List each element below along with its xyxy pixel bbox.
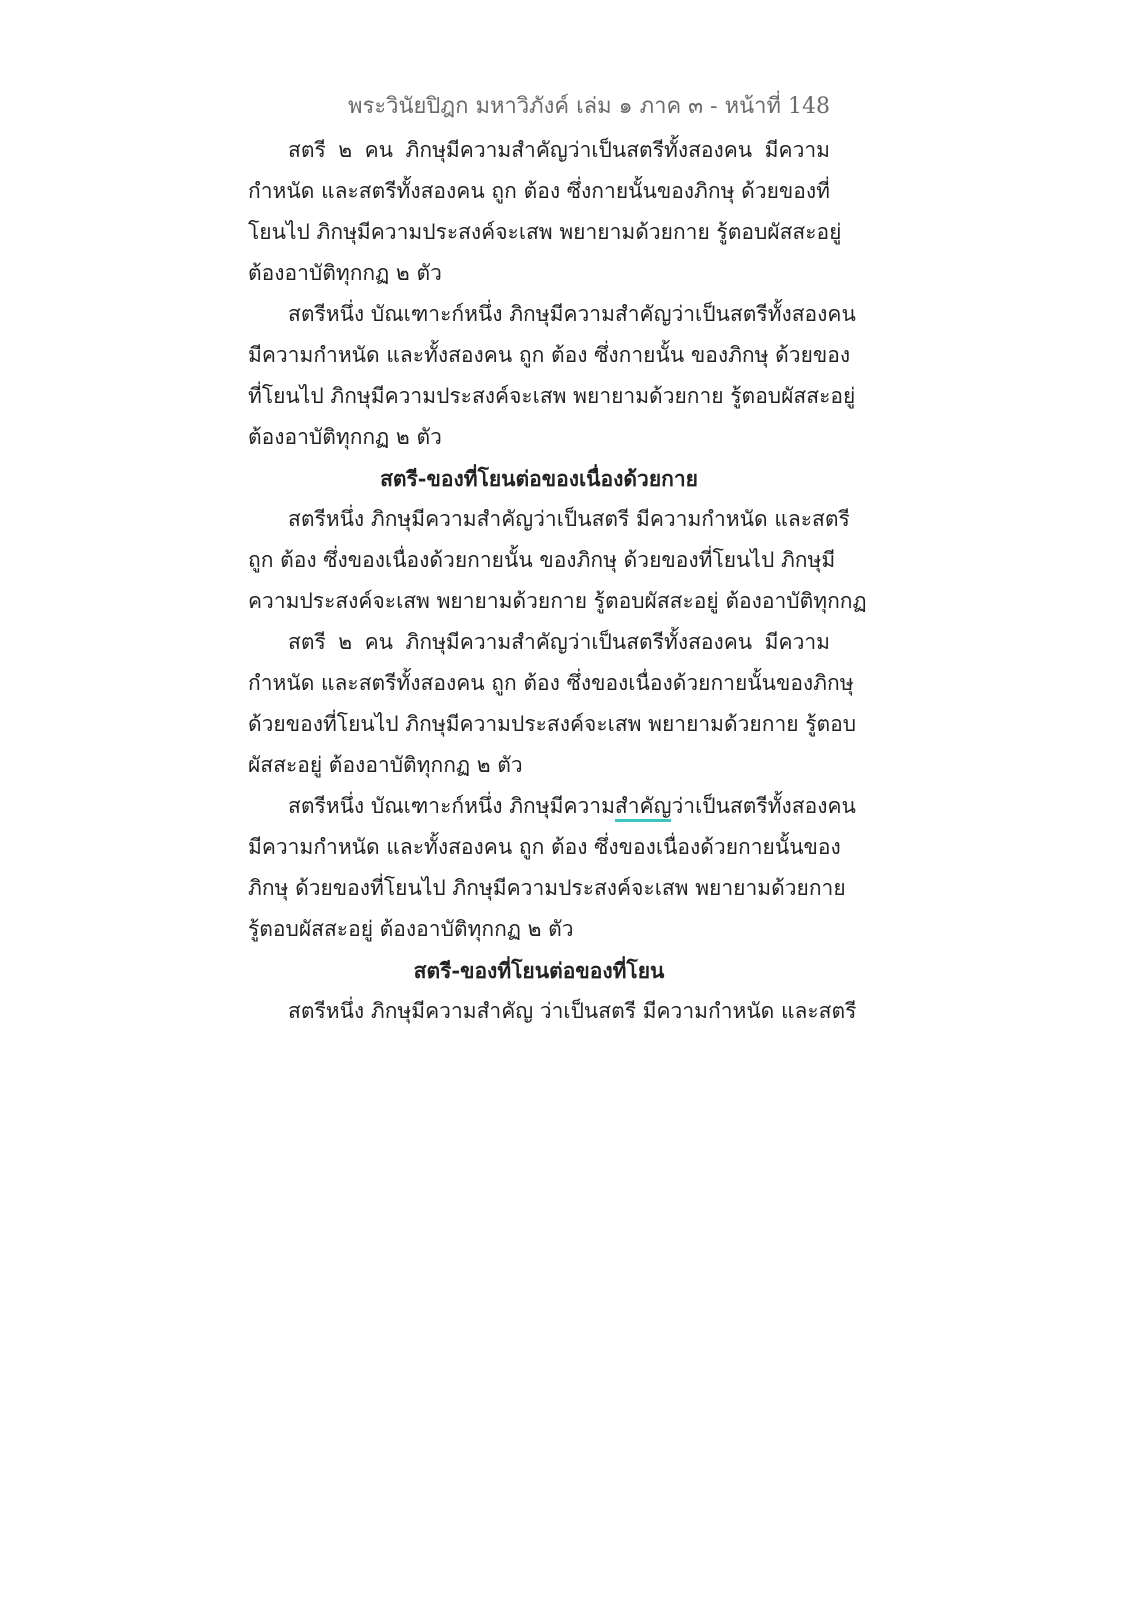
- text-segment: ว่าเป็นสตรีทั้งสองคน: [671, 794, 856, 818]
- text-line: กำหนัด และสตรีทั้งสองคน ถูก ต้อง ซึ่งของเนื่องด้วยกายนั้นของภิกษุ: [248, 671, 854, 695]
- text-line: กำหนัด และสตรีทั้งสองคน ถูก ต้อง ซึ่งกายนั้นของภิกษุ ด้วยของที่: [248, 179, 830, 203]
- text-line: สตรีหนึ่ง ภิกษุมีความสำคัญว่าเป็นสตรี มีความกำหนัด และสตรี: [288, 507, 850, 531]
- running-header: พระวินัยปิฎก มหาวิภังค์ เล่ม ๑ ภาค ๓ - หน้าที่ 148: [348, 94, 830, 119]
- text-line: สตรี ๒ คน ภิกษุมีความสำคัญว่าเป็นสตรีทั้งสองคน มีความ: [288, 138, 830, 162]
- text-line: โยนไป ภิกษุมีความประสงค์จะเสพ พยายามด้วยกาย รู้ตอบผัสสะอยู่: [248, 220, 842, 244]
- highlighted-word: สำคัญ: [615, 794, 672, 822]
- text-segment: สตรีหนึ่ง บัณเฑาะก์หนึ่ง ภิกษุมีความ: [288, 794, 615, 818]
- text-line: ด้วยของที่โยนไป ภิกษุมีความประสงค์จะเสพ พยายามด้วยกาย รู้ตอบ: [248, 712, 857, 736]
- text-line: ภิกษุ ด้วยของที่โยนไป ภิกษุมีความประสงค์จะเสพ พยายามด้วยกาย: [248, 876, 846, 900]
- text-line: ความประสงค์จะเสพ พยายามด้วยกาย รู้ตอบผัสสะอยู่ ต้องอาบัติทุกกฏ: [248, 589, 867, 613]
- text-line: ถูก ต้อง ซึ่งของเนื่องด้วยกายนั้น ของภิกษุ ด้วยของที่โยนไป ภิกษุมี: [248, 548, 836, 572]
- text-line: สตรี ๒ คน ภิกษุมีความสำคัญว่าเป็นสตรีทั้งสองคน มีความ: [288, 630, 830, 654]
- text-line: ต้องอาบัติทุกกฏ ๒ ตัว: [248, 425, 442, 449]
- text-line: มีความกำหนัด และทั้งสองคน ถูก ต้อง ซึ่งกายนั้น ของภิกษุ ด้วยของ: [248, 343, 851, 367]
- text-line: ที่โยนไป ภิกษุมีความประสงค์จะเสพ พยายามด้วยกาย รู้ตอบผัสสะอยู่: [248, 384, 856, 408]
- section-heading: สตรี-ของที่โยนต่อของที่โยน: [413, 958, 665, 983]
- text-line: ต้องอาบัติทุกกฏ ๒ ตัว: [248, 261, 442, 285]
- body-text: [248, 130, 867, 1032]
- section-heading: สตรี-ของที่โยนต่อของเนื่องด้วยกาย: [380, 466, 698, 491]
- text-line: [248, 786, 856, 827]
- text-line: มีความกำหนัด และทั้งสองคน ถูก ต้อง ซึ่งของเนื่องด้วยกายนั้นของ: [248, 835, 841, 859]
- text-line: สตรีหนึ่ง ภิกษุมีความสำคัญ ว่าเป็นสตรี มีความกำหนัด และสตรี: [288, 999, 857, 1023]
- text-line: ผัสสะอยู่ ต้องอาบัติทุกกฏ ๒ ตัว: [248, 753, 523, 777]
- text-line: สตรีหนึ่ง บัณเฑาะก์หนึ่ง ภิกษุมีความสำคัญว่าเป็นสตรีทั้งสองคน: [288, 302, 856, 326]
- text-line: รู้ตอบผัสสะอยู่ ต้องอาบัติทุกกฏ ๒ ตัว: [248, 917, 574, 941]
